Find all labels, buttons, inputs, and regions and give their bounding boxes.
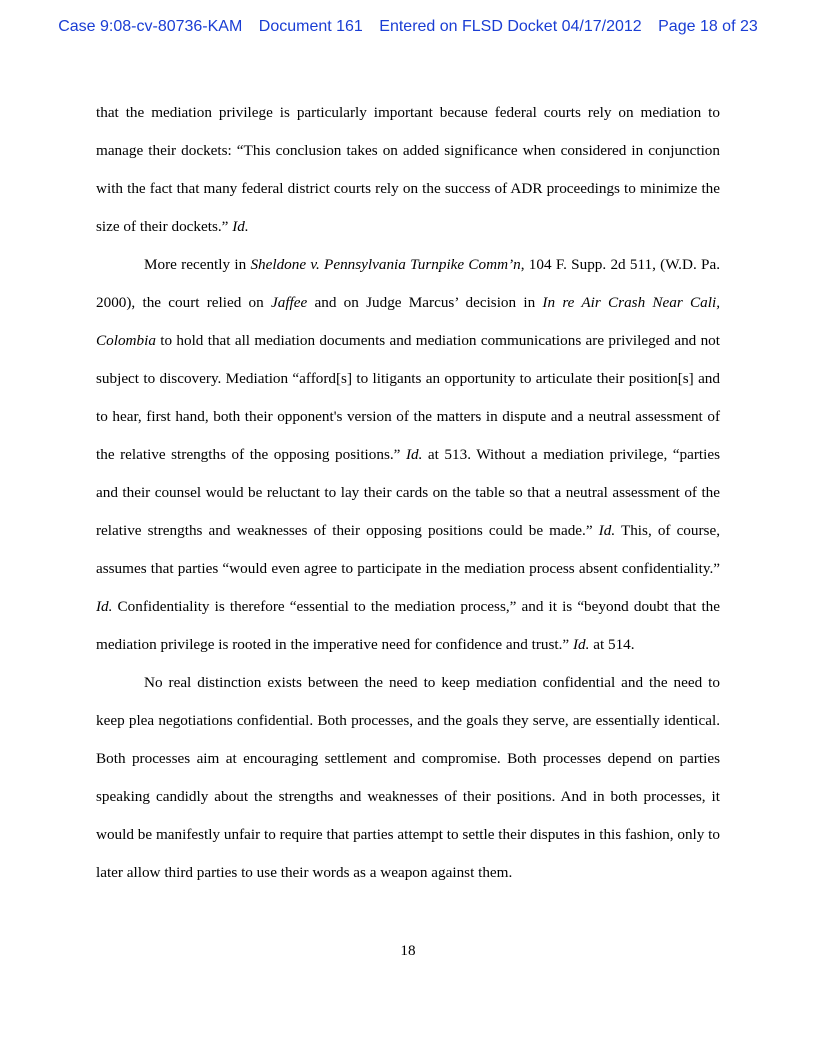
docket-entry-date: Entered on FLSD Docket 04/17/2012 [379, 18, 642, 35]
text-run: Confidentiality is therefore “essential to the mediation process,” and it is “beyond doubt that the mediation privilege is rooted in the imperative need for confidence and trust.” [96, 598, 720, 653]
document-body [96, 94, 720, 892]
text-run: that the mediation privilege is particularly important because federal courts rely on mediation to manage their dockets: “This conclusion takes on added significance when considered in conjunction with the fact that many federal district courts rely on the success of ADR proceedings to minimize the size of their dockets.” [96, 104, 720, 235]
italic-citation: Id. [572, 636, 590, 653]
italic-citation: Sheldone v. Pennsylvania Turnpike Comm’n [250, 256, 521, 273]
text-run: No real distinction exists between the need to keep mediation confidential and the need to keep plea negotiations confidential. Both processes, and the goals they serve, are essentially identical. Both processes aim at encouraging settlement and compromise. Both processes depend on parties speaking candidly about the strengths and weaknesses of their positions. And in both processes, it would be manifestly unfair to require that parties attempt to settle their disputes in this fashion, only to later allow third parties to use their words as a weapon against them. [96, 674, 720, 881]
document-number: Document 161 [258, 18, 363, 35]
text-run: at 514. [589, 636, 635, 653]
paragraph [96, 94, 720, 246]
text-run: This, of course, assumes that parties “would even agree to participate in the mediation process absent confidentiality.” [96, 522, 721, 577]
paragraph [96, 246, 720, 664]
docket-header [0, 17, 816, 37]
italic-citation: Jaffee [270, 294, 308, 311]
italic-citation: Id. [232, 218, 249, 235]
text-run: at 513. Without a mediation privilege, “parties and their counsel would be reluctant to lay their cards on the table so that a neutral assessment of the relative strengths and weaknesses of their opposing positions could be made.” [96, 446, 721, 539]
page-number: 18 [400, 942, 416, 959]
italic-citation: Id. [598, 522, 616, 539]
page-count: Page 18 of 23 [658, 18, 758, 35]
text-run: , 104 F. Supp. 2d 511, (W.D. Pa. 2000), the court relied on [96, 256, 720, 311]
text-run: More recently in [144, 256, 251, 273]
case-number: Case 9:08-cv-80736-KAM [58, 18, 243, 35]
text-run: and on Judge Marcus’ decision in [307, 294, 543, 311]
paragraph [96, 664, 720, 892]
italic-citation: In re Air Crash Near Cali, Colombia [96, 294, 720, 349]
italic-citation: Id. [405, 446, 423, 463]
text-run: to hold that all mediation documents and mediation communications are privileged and not subject to discovery. Mediation “afford[s] to litigants an opportunity to articulate their position[s] and to hear, first hand, both their opponent's version of the matters in dispute and a neutral assessment of the relative strengths of the opposing positions.” [96, 332, 720, 463]
italic-citation: Id. [96, 598, 113, 615]
